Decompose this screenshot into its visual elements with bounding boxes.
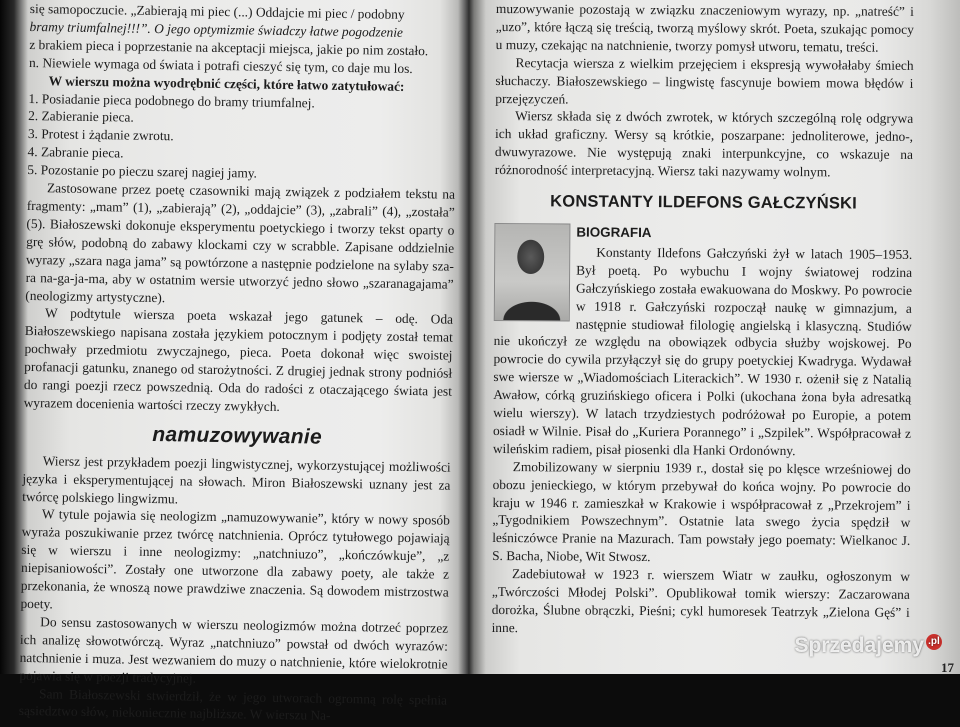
paragraph: Zadebiutował w 1923 r. wierszem Wiatr w zaułku, ogłoszonym w „Twórczości Młodej Polski”. Opublikował tomik wierszy: Zaczarowana dorożka, Ślubne obrączki, Pieśni; cykl humoresek Teatrzyk „Zielona Gęś” i inne. <box>491 566 911 636</box>
intro-line-4: n. Niewiele wymaga od świata i potrafi cieszyć się tym, co daje mu los. <box>28 54 413 76</box>
paragraph: W tytule pojawia się neologizm „namuzowywanie”, który w nowy sposób wyraża poszukiwanie przez twórcę natchnienia. Oprócz tytułowego pojawiają się w wierszu i inne neologizmy: „natchniuzo”, „kończówkuje”, „z niepisaniowości”. Zostały one utworzone dla zabawy poety, ale także z przekonania, że wnoszą nowe prawdziwe znaczenia. Są dowodem mistrzostwa poety. <box>20 506 450 612</box>
biography-heading: BIOGRAFIA <box>576 224 652 241</box>
left-page <box>19 0 458 727</box>
paragraph: Zmobilizowany w sierpniu 1939 r., dostał się po klęsce wrześniowej do obozu jenieckiego, w którym przebywał do końca wojny. Po powrocie do kraju w 1946 r. zamieszkał w Krakowie i współpracował z „Przekrojem” i „Tygodnikiem Powszechnym”. Ostatnie lata swego życia spędził w leśniczówce Pranie na Mazurach. Tam powstały jego poematy: Wielkanoc J. S. Bacha, Niobe, Wit Stwosz. <box>492 458 911 565</box>
paragraph: Wiersz składa się z dwóch zwrotek, w których szczególną rolę odgrywa ich układ graficzny. Wersy są krótkie, poszarpane: jednoliterowe, jedno-, dwuwyrazowe. Nie występują znaki interpunkcyjne, co wskazuje na różnorodność interpretacyjną. Wiersz taki nazywamy wolnym. <box>494 108 914 180</box>
paragraph: Wiersz jest przykładem poezji lingwistycznej, wykorzystującej możliwości języka i eksperymentującej na słowach. Miron Białoszewski uznany jest za twórcę polskiego lingwizmu. <box>22 453 451 506</box>
watermark-badge: .pl <box>926 634 942 650</box>
watermark-logo <box>794 634 942 658</box>
paragraph: W podtytule wiersza poeta wskazał jego gatunek – odę. Oda Białoszewskiego napisana została językiem potocznym i podjęty został temat pochwały przedmiotu zwyczajnego, pieca. Poeta dokonał więc swoistej profanacji gatunku, znanego od starożytności. Z drugiej jednak strony podniósł do rangi poezji rzecz powszednią. Oda do radości z otaczającego świata jest wyrazem docenienia wartości rzeczy zwykłych. <box>23 305 454 414</box>
intro-line-2: bramy triumfalnej!!!”. O jego optymizmie świadczy łatwe pogodzenie <box>29 18 404 40</box>
list-item: 3. Protest i żądanie zwrotu. <box>27 126 174 144</box>
paragraph: Do sensu zastosowanych w wierszu neologizmów można dotrzeć poprzez ich analizę słowotwórczą. Wyraz „natchniuzo” powstał od dwóch wyrazów: natchnienie i muza. Jest wezwaniem do muzy o natchnienie, które wielokrotnie pojawia się w poezji tradycyjnej. <box>19 614 449 686</box>
paragraph: Konstanty Ildefons Gałczyński żył w latach 1905–1953. Był poetą. Po wybuchu I wojny światowej rodzina Gałczyńskiego została ewakuowana do Moskwy. Po powrocie w 1918 r. Gałczyński rozpoczął naukę w gimnazjum, a następnie studiował filologię angielską i klasyczną. Studiów nie ukończył ze względu na obowiązek odbycia służby wojskowej. Po powrocie do cywila przyłączył się do grupy poetyckiej Kwadryga. Wydawał swe wiersze w „Wiadomościach Literackich”. W 1930 r. ożenił się z Natalią Awałow, córką gruzińskiego oficera i Polki (ukochana żona była adresatką wielu wierszy). W latach trzydziestych podróżował po Europie, a potem osiadł w Wilnie. Pisał do „Kuriera Porannego” i „Szpilek”. Współpracował z wileńskim radiem, pisał piosenki dla Hanki Ordonówny. <box>492 244 913 458</box>
list-item: 2. Zabieranie pieca. <box>28 108 134 126</box>
page-number: 17 <box>941 660 954 675</box>
paragraph: Sam Białoszewski stwierdził, że w jego utworach ogromną rolę spełnia sąsiedztwo słów, niekoniecznie najbliższe. W wierszu Na- <box>18 685 448 724</box>
section-title: namuzowywanie <box>152 422 323 449</box>
paragraph: muzowywanie pozostają w związku znaczeniowym wyrazy, np. „natreść” i „uzo”, które łączą się treścią, tworzą myślowy skrót. Poeta, szukając pomocy u muzy, czekając na natchnienie, tworzy pomysł utworu, tematu, treści. <box>495 0 914 55</box>
right-page <box>492 0 914 640</box>
list-item: 1. Posiadanie pieca podobnego do bramy triumfalnej. <box>28 90 315 111</box>
watermark-text: Sprzedajemy <box>794 634 924 657</box>
intro-line-3: z brakiem pieca i poprzestanie na akceptacji miejsca, jakie po nim zostało. <box>29 36 429 59</box>
list-item: 5. Pozostanie po pieczu szarej nagiej jamy. <box>27 162 258 181</box>
intro-line-1: się samopoczucie. „Zabierają mi piec (...) Oddajcie mi piec / podobny <box>29 0 405 22</box>
paragraph: Recytacja wiersza z wielkim przejęciem i ekspresją wywołałaby śmiech słuchaczy. Białoszewskiego – lingwistę fascynuje bowiem mowa błędów i przejęzyczeń. <box>495 54 914 107</box>
author-title: KONSTANTY ILDEFONS GAŁCZYŃSKI <box>550 192 858 213</box>
parts-list <box>27 90 456 186</box>
paragraph: Zastosowane przez poetę czasowniki mają związek z podziałem tekstu na fragmenty: „mam” (1), „zabierają” (2), „oddajcie” (3), „zabrali” (4), „została” (5). Białoszewski dokonuje eksperymentu poetyckiego i tworzy tekst oparty o grę słów, podobną do zabawy klockami czy w scrabble. Zapisane oddzielnie wyrazy „szara naga jama” są powtórzone a następnie podzielone na sylaby sza-ra na-ga-ja-ma, aby w ostatnim wersie utworzyć jedno słowo „szaranagajama” (neologizmy artystyczne). <box>25 180 456 305</box>
list-item: 4. Zabranie pieca. <box>27 144 124 161</box>
author-portrait <box>494 223 571 322</box>
parts-heading: W wierszu można wyodrębnić części, które łatwo zatytułować: <box>48 72 405 94</box>
